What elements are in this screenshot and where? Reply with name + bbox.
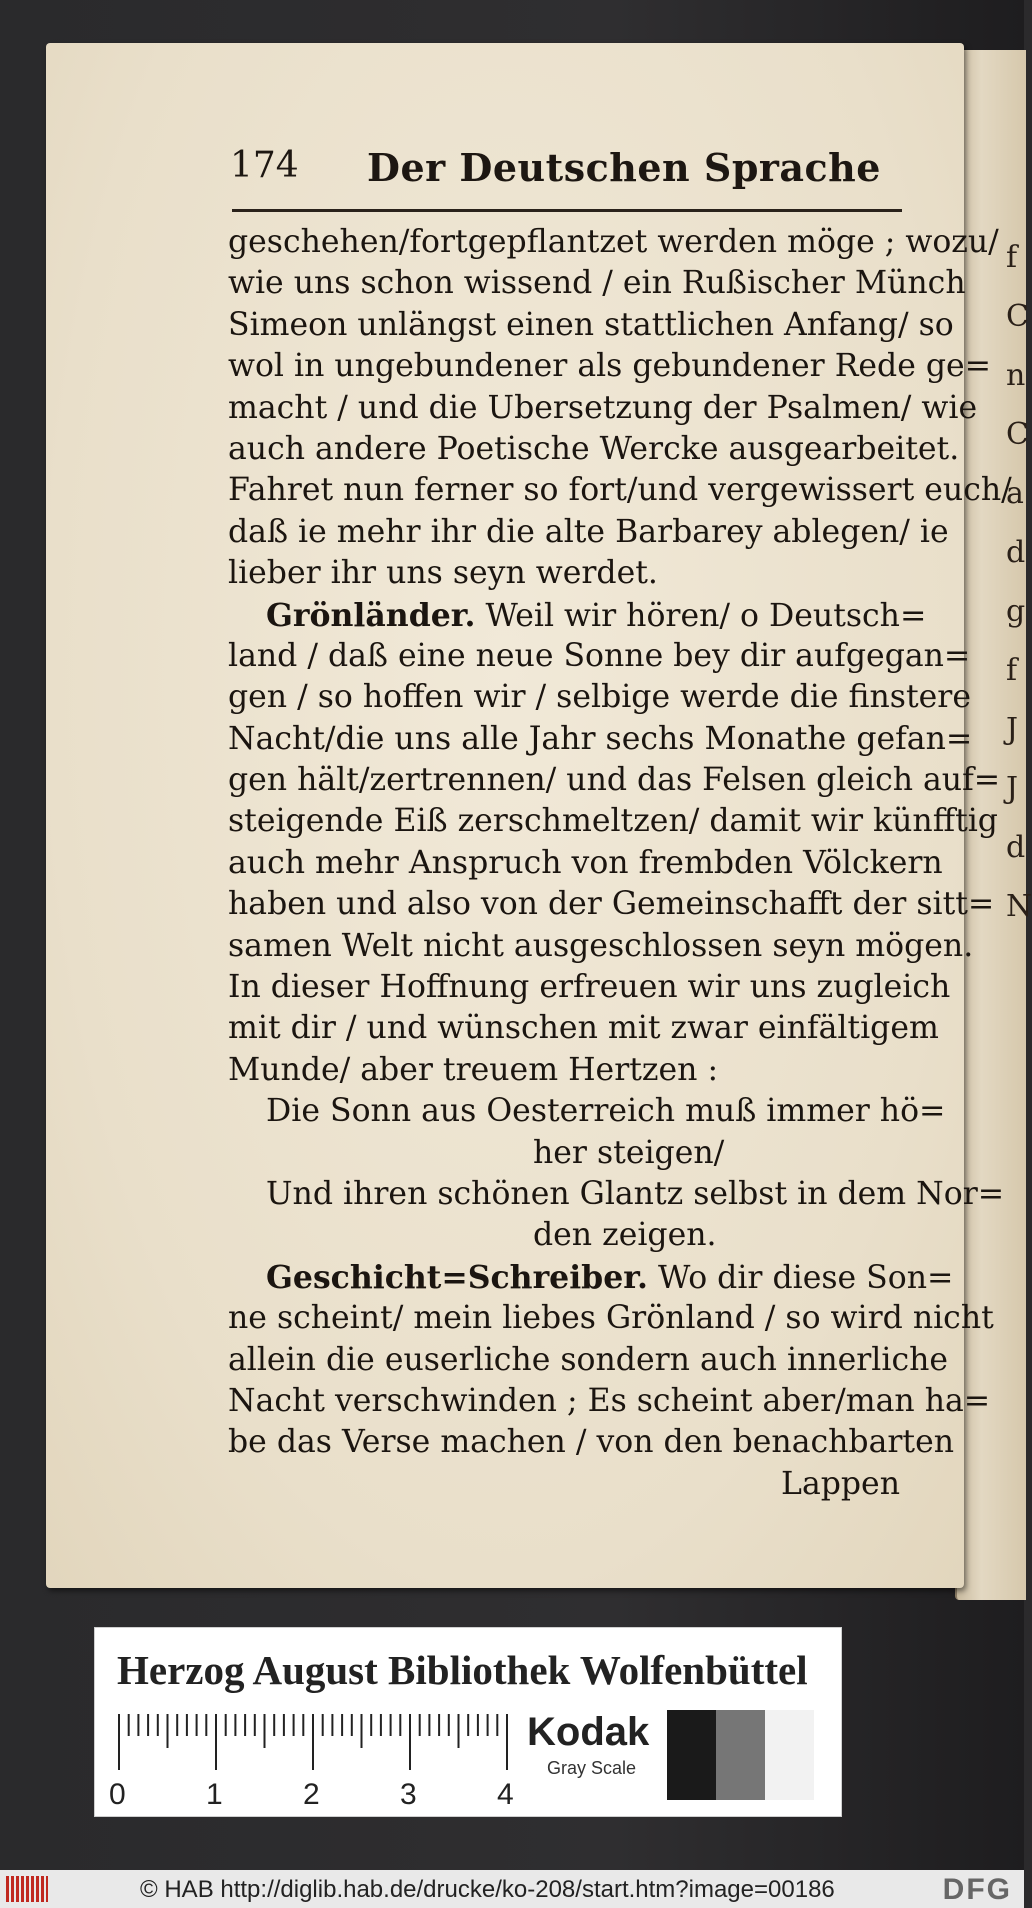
running-title: Der Deutschen Sprache [367,145,881,190]
copyright-url: © HAB http://diglib.hab.de/drucke/ko-208/start.htm?image=00186 [140,1876,835,1903]
page-body-text [228,222,1012,1505]
gray-swatch [667,1710,716,1800]
line-text: Und ihren schönen Glantz selbst in dem Nor= [266,1175,1005,1212]
facing-page-letter: d [1006,535,1026,570]
text-line [228,429,960,470]
text-line [228,1422,955,1463]
text-line [228,263,966,304]
text-line [228,470,1012,511]
line-text: be das Verse machen / von den benachbarten [228,1424,955,1461]
text-line [228,1340,949,1381]
line-text: steigende Eiß zerschmeltzen/ damit wir künfftig [228,803,998,840]
line-text: Simeon unlängst einen stattlichen Anfang/ so [228,306,954,343]
text-line [228,1257,954,1298]
text-line [228,926,974,967]
ruler-number: 4 [497,1778,514,1811]
color-calibration-bar [94,1627,842,1817]
facing-page-letter: f [1006,240,1018,275]
text-line [228,843,943,884]
facing-page-letter: J [1006,712,1019,747]
ruler-number: 1 [206,1778,223,1811]
line-text: lieber ihr uns seyn werdet. [228,555,658,592]
facing-page-letter: C [1006,417,1029,452]
facing-page-letter: N [1006,889,1032,924]
text-line [228,1091,946,1132]
facing-page-letter: n [1006,358,1026,393]
line-text: her steigen/ [533,1134,725,1171]
line-text: Weil wir hören/ o Deutsch= [475,597,927,634]
facing-page-letter: a [1006,476,1024,511]
dfg-logo: DFG [942,1873,1012,1906]
text-line [228,553,900,594]
line-text: gen hält/zertrennen/ und das Felsen gleich auf= [228,762,1001,799]
text-line [228,388,978,429]
line-text: haben und also von der Gemeinschafft der sitt= [228,886,995,923]
text-line [228,801,998,842]
line-text: Nacht verschwinden ; Es scheint aber/man ha= [228,1382,991,1419]
gray-swatch [716,1710,765,1800]
text-line [228,595,927,636]
text-line [228,1008,939,1049]
text-line [228,760,1001,801]
ruler-number: 2 [303,1778,320,1811]
facing-page-letter: C [1006,299,1029,334]
line-text: gen / so hoffen wir / selbige werde die finstere [228,679,971,716]
footer-bar [0,1870,1024,1908]
line-text: ne scheint/ mein liebes Grönland / so wird nicht [228,1300,994,1337]
line-text: land / daß eine neue Sonne bey dir aufgegan= [228,637,971,674]
line-text: In dieser Hoffnung erfreuen wir uns zugleich [228,969,951,1006]
text-line [228,1050,900,1091]
text-line [228,1298,994,1339]
line-text: den zeigen. [533,1217,717,1254]
line-text: auch andere Poetische Wercke ausgearbeitet. [228,430,960,467]
facing-page-letter: g [1006,594,1026,629]
page-header [230,145,902,195]
line-text: wie uns schon wissend / ein Rußischer Münch [228,265,966,302]
kodak-logo-text: Kodak [527,1710,650,1754]
text-line [228,1381,991,1422]
page-number: 174 [230,145,299,186]
text-line [228,1464,900,1505]
text-line [228,512,949,553]
ruler-number: 0 [109,1778,126,1811]
text-line [228,719,973,760]
text-line [228,636,971,677]
text-line [228,222,999,263]
facing-page-letter: J [1006,771,1019,806]
text-line [228,305,954,346]
text-line [228,1133,900,1174]
facing-page-letter: f [1006,653,1018,688]
line-text: Wo dir diese Son= [647,1259,954,1296]
line-text: allein die euserliche sondern auch innerliche [228,1341,949,1378]
line-text: samen Welt nicht ausgeschlossen seyn mögen. [228,927,974,964]
facing-page-letter: d [1006,830,1026,865]
line-text: Lappen [781,1465,900,1502]
library-name: Herzog August Bibliothek Wolfenbüttel [117,1647,808,1693]
text-line [228,1174,1005,1215]
text-line [228,884,995,925]
line-text: auch mehr Anspruch von frembden Völckern [228,844,943,881]
text-line [228,677,971,718]
speaker-name: Grönländer. [266,596,476,634]
text-line [228,967,951,1008]
header-rule [232,209,902,212]
facing-page-text-fragments [1006,240,1032,924]
ruler-scale [117,1714,515,1770]
line-text: Fahret nun ferner so fort/und vergewissert euch/ [228,472,1012,509]
line-text: macht / und die Ubersetzung der Psalmen/ wie [228,389,978,426]
hab-logo-icon [6,1876,48,1902]
line-text: Munde/ aber treuem Hertzen : [228,1051,719,1088]
line-text: mit dir / und wünschen mit zwar einfältigem [228,1010,939,1047]
speaker-name: Geschicht=Schreiber. [266,1258,648,1296]
line-text: wol in ungebundener als gebundener Rede ge= [228,348,992,385]
line-text: Die Sonn aus Oesterreich muß immer hö= [266,1093,946,1130]
gray-scale-label: Gray Scale [547,1758,637,1778]
line-text: daß ie mehr ihr die alte Barbarey ablegen/ ie [228,513,949,550]
text-line [228,346,992,387]
line-text: geschehen/fortgepflantzet werden möge ; wozu/ [228,224,999,260]
ruler-number: 3 [400,1778,417,1811]
text-line [228,1215,900,1256]
line-text: Nacht/die uns alle Jahr sechs Monathe gefan= [228,720,973,757]
gray-swatch [765,1710,814,1800]
